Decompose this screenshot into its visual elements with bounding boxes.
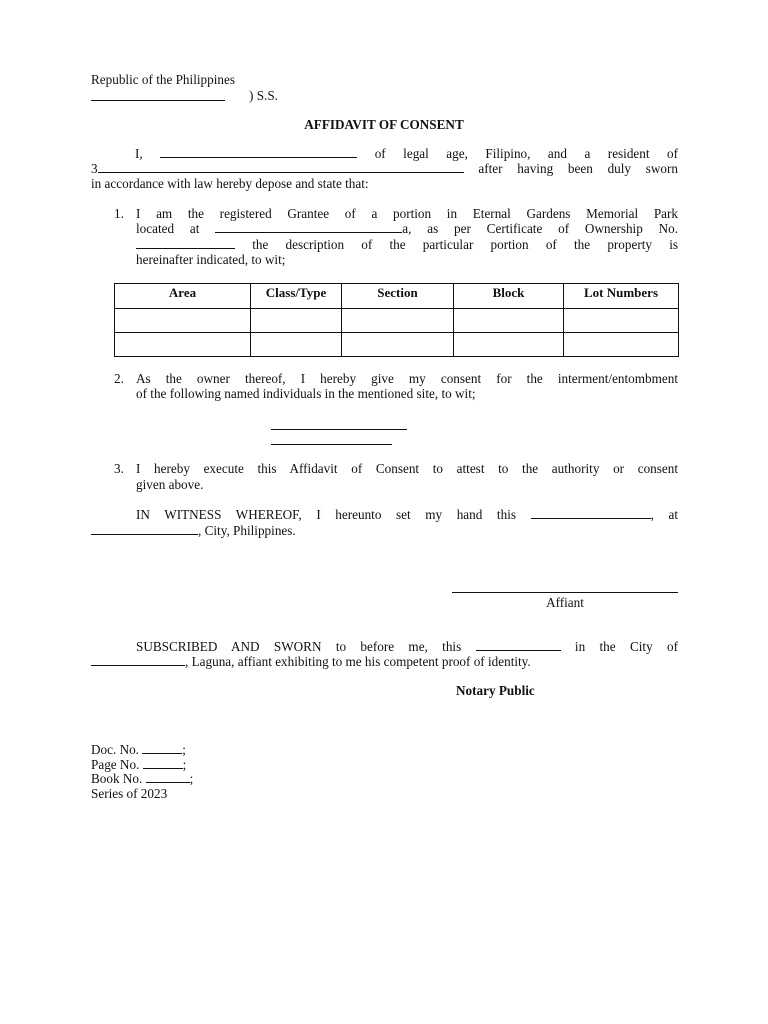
table-cell[interactable] — [564, 309, 679, 333]
witness-city-suffix: , City, Philippines. — [198, 523, 296, 538]
table-cell[interactable] — [115, 333, 251, 357]
item2-line-1: As the owner thereof, I hereby give my consent for the interment/entombment — [136, 371, 678, 386]
witness-date-blank[interactable] — [531, 507, 651, 519]
item1-description: the description of the particular portion of the property is — [252, 237, 678, 252]
affiant-name-blank[interactable] — [160, 146, 357, 158]
subscribed-line-1 — [136, 639, 678, 655]
witness-text: IN WITNESS WHEREOF, I hereunto set my hand this — [136, 507, 516, 522]
property-table — [114, 283, 679, 357]
series-line: Series of 2023 — [91, 786, 168, 801]
item1-number: 1. — [114, 206, 124, 221]
page-no-end: ; — [182, 757, 187, 772]
doc-number-line — [91, 742, 186, 758]
affiant-signature-line[interactable] — [452, 592, 678, 593]
affiant-label: Affiant — [546, 595, 584, 610]
page-no-label: Page No. — [91, 757, 140, 772]
subscribed-date-blank[interactable] — [476, 639, 561, 651]
item1-line-2 — [136, 221, 678, 237]
item3-line-2: given above. — [136, 477, 204, 492]
witness-line-1 — [136, 507, 678, 523]
header-class-type: Class/Type — [251, 284, 342, 309]
table-cell[interactable] — [342, 333, 454, 357]
location-blank[interactable] — [215, 221, 402, 233]
document-title: AFFIDAVIT OF CONSENT — [304, 117, 464, 132]
subscribed-suffix: , Laguna, affiant exhibiting to me his competent proof of identity. — [185, 654, 531, 669]
table-cell[interactable] — [251, 309, 342, 333]
intro-prefix: I, — [135, 146, 143, 161]
item2-number: 2. — [114, 371, 124, 386]
book-number-line — [91, 771, 193, 787]
intro-legal-age: of legal age, Filipino, and a resident of — [374, 146, 679, 161]
item1-line-4: hereinafter indicated, to wit; — [136, 252, 286, 267]
table-cell[interactable] — [115, 309, 251, 333]
table-row — [115, 333, 679, 357]
subscribed-city-of: in the City of — [574, 639, 679, 654]
witness-line-2 — [91, 523, 296, 539]
table-cell[interactable] — [342, 309, 454, 333]
header-area: Area — [115, 284, 251, 309]
table-cell[interactable] — [251, 333, 342, 357]
certificate-number-blank[interactable] — [136, 237, 235, 249]
witness-city-blank[interactable] — [91, 523, 198, 535]
individual-name-blank-1[interactable] — [271, 429, 407, 430]
individual-name-blank-2[interactable] — [271, 444, 392, 445]
venue-blank[interactable] — [91, 100, 225, 101]
book-no-blank[interactable] — [146, 771, 190, 783]
page-no-blank[interactable] — [143, 757, 183, 769]
table-cell[interactable] — [454, 333, 564, 357]
intro-line-2 — [91, 161, 678, 177]
doc-no-end: ; — [182, 742, 186, 757]
header-section: Section — [342, 284, 454, 309]
item1-certificate: a, as per Certificate of Ownership No. — [402, 221, 679, 236]
intro-line2-suffix: after having been duly sworn — [478, 161, 679, 176]
subscribed-city-blank[interactable] — [91, 654, 185, 666]
subscribed-line-2 — [91, 654, 531, 670]
item1-located-at: located at — [136, 221, 200, 236]
country-header: Republic of the Philippines — [91, 72, 235, 87]
header-lot-numbers: Lot Numbers — [564, 284, 679, 309]
witness-at: , at — [650, 507, 678, 522]
ss-label: ) S.S. — [249, 88, 278, 103]
table-row — [115, 309, 679, 333]
item3-number: 3. — [114, 461, 124, 476]
doc-no-blank[interactable] — [142, 742, 182, 754]
book-no-end: ; — [189, 771, 194, 786]
residence-blank[interactable] — [98, 161, 464, 173]
table-cell[interactable] — [454, 309, 564, 333]
table-header-row — [115, 284, 679, 309]
item1-line-1: I am the registered Grantee of a portion in Eternal Gardens Memorial Park — [136, 206, 678, 221]
item2-line-2: of the following named individuals in the mentioned site, to wit; — [136, 386, 476, 401]
intro-line-1 — [91, 146, 678, 162]
header-block: Block — [454, 284, 564, 309]
intro-line2-prefix: 3 — [91, 161, 98, 176]
table-cell[interactable] — [564, 333, 679, 357]
item1-line-3 — [136, 237, 678, 253]
doc-no-label: Doc. No. — [91, 742, 139, 757]
item3-line-1: I hereby execute this Affidavit of Consent to attest to the authority or consent — [136, 461, 678, 476]
intro-line-3: in accordance with law hereby depose and state that: — [91, 176, 369, 191]
notary-public-label: Notary Public — [456, 683, 535, 698]
subscribed-text: SUBSCRIBED AND SWORN to before me, this — [136, 639, 462, 654]
book-no-label: Book No. — [91, 771, 143, 786]
